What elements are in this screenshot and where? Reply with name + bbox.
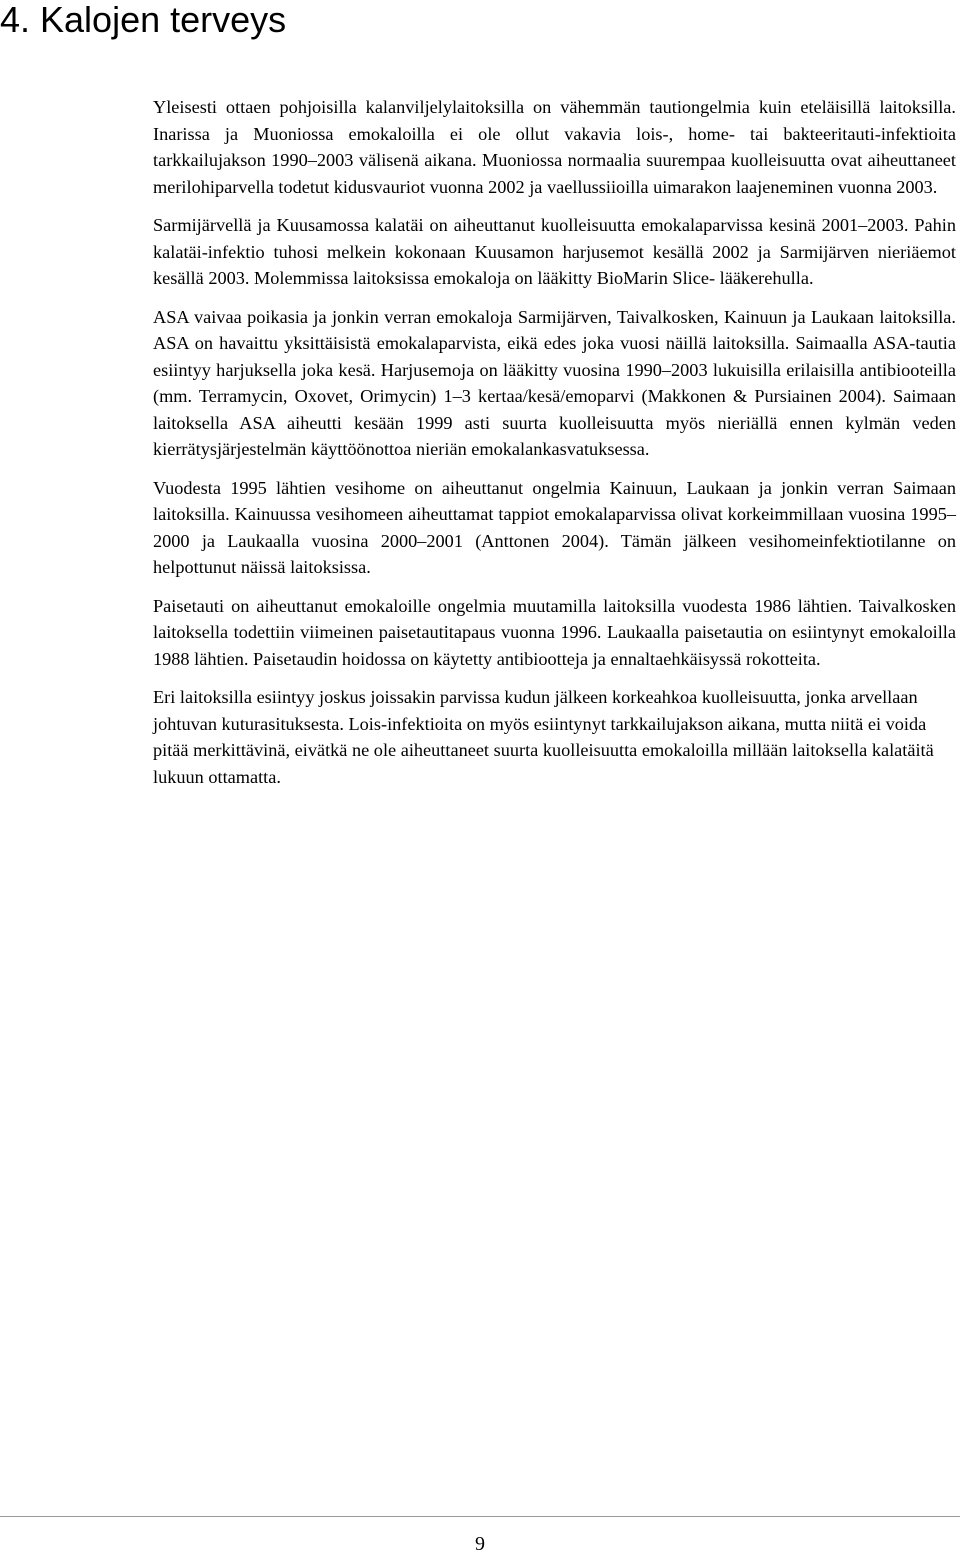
body-text [153, 94, 956, 802]
paragraph: Vuodesta 1995 lähtien vesihome on aiheuttanut ongelmia Kainuun, Laukaan ja jonkin verran Saimaan laitoksilla. Kainuussa vesihomeen aiheuttamat tappiot emokalaparvissa olivat korkeimmillaan vuosina 1995–2000 ja Laukaalla vuosina 2000–2001 (Anttonen 2004). Tämän jälkeen vesihomeinfektiotilanne on helpottunut näissä laitoksissa. [153, 477, 956, 577]
paragraph: Eri laitoksilla esiintyy joskus joissakin parvissa kudun jälkeen korkeahkoa kuolleisuutta, jonka arvellaan johtuvan kuturasituksesta. Lois-infektioita on myös esiintynyt tarkkailujakson aikana, mutta niitä ei voida pitää merkittävinä, eivätkä ne ole aiheuttaneet suurta kuolleisuutta emokaloilla millään laitoksella kalatäitä lukuun ottamatta. [153, 687, 934, 787]
paragraph: Sarmijärvellä ja Kuusamossa kalatäi on aiheuttanut kuolleisuutta emokalaparvissa kesinä 2001–2003. Pahin kalatäi-infektio tuhosi melkein kokonaan Kuusamon harjusemot kesällä 2002 ja Sarmijärven nieriäemot kesällä 2003. Molemmissa laitoksissa emokaloja on lääkitty BioMarin Slice- lääkerehulla. [153, 215, 956, 288]
footer-divider [0, 1516, 960, 1517]
paragraph: Paisetauti on aiheuttanut emokaloille ongelmia muutamilla laitoksilla vuodesta 1986 lähtien. Taivalkosken laitoksella todettiin viimeinen paisetautitapaus vuonna 1996. Laukaalla paisetautia on esiintynyt emokaloilla 1988 lähtien. Paisetaudin hoidossa on käytetty antibiootteja ja ennaltaehkäisyssä rokotteita. [153, 595, 956, 669]
page-heading: 4. Kalojen terveys [0, 0, 287, 40]
page-number: 9 [475, 1533, 485, 1555]
paragraph: ASA vaivaa poikasia ja jonkin verran emokaloja Sarmijärven, Taivalkosken, Kainuun ja Laukaan laitoksilla. ASA on havaittu yksittäisistä emokalaparvista, eikä edes joka vuosi näillä laitoksilla. Saimaalla ASA-tautia esiintyy harjuksella joka kesä. Harjusemoja on lääkitty vuosina 1990–2003 lukuisilla erilaisilla antibiooteilla (mm. Terramycin, Oxovet, Orimycin) 1–3 kertaa/kesä/emoparvi (Makkonen & Pursiainen 2004). Saimaan laitoksella ASA aiheutti kesään 1999 asti suurta kuolleisuutta myös nieriällä ennen kylmän veden kierrätysjärjestelmän käyttöönottoa nieriän emokalankasvatuksessa. [153, 306, 956, 459]
paragraph: Yleisesti ottaen pohjoisilla kalanviljelylaitoksilla on vähemmän tautiongelmia kuin eteläisillä laitoksilla. Inarissa ja Muoniossa emokaloilla ei ole ollut vakavia lois-, home- tai bakteeritauti-infektioita tarkkailujakson 1990–2003 välisenä aikana. Muoniossa normaalia suurempaa kuolleisuutta ovat aiheuttaneet merilohiparvella todetut kidusvauriot vuonna 2002 ja vaellussiioilla uimarakon laajeneminen vuonna 2003. [153, 97, 956, 197]
